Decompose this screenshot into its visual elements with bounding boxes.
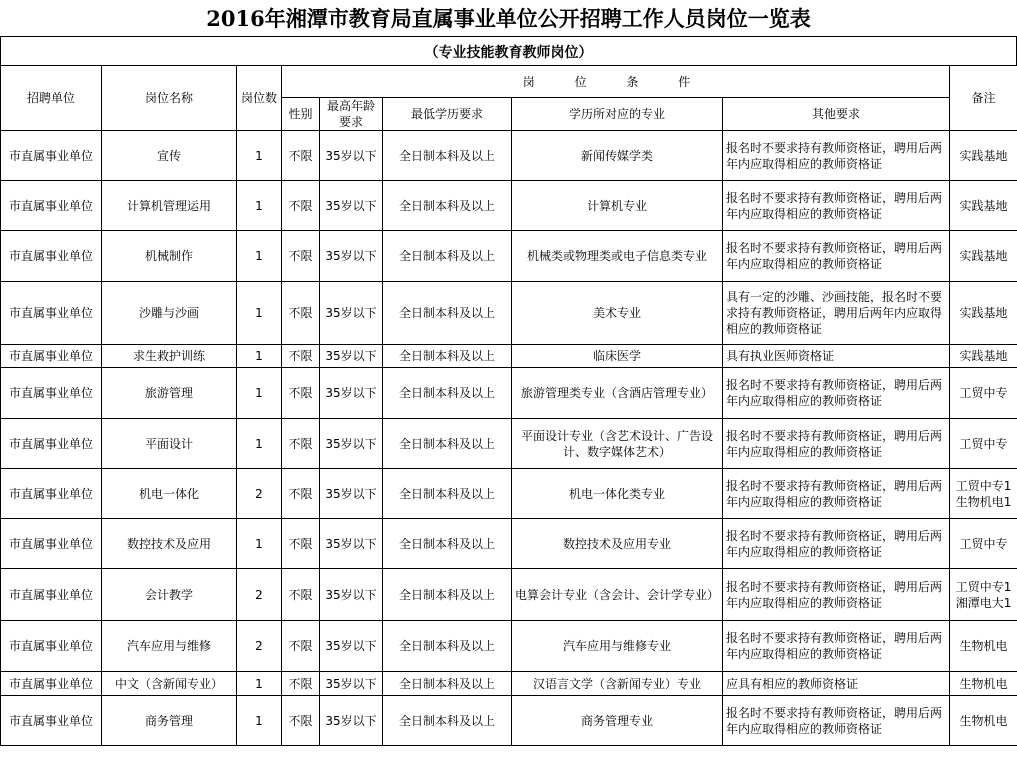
page-title: 2016年湘潭市教育局直属事业单位公开招聘工作人员岗位一览表 xyxy=(206,6,811,31)
cell-age: 35岁以下 xyxy=(320,419,383,469)
cell-other: 报名时不要求持有教师资格证，聘用后两年内应取得相应的教师资格证 xyxy=(723,231,950,282)
cell-age: 35岁以下 xyxy=(320,131,383,181)
page-subtitle: （专业技能教育教师岗位） xyxy=(0,36,1017,66)
cell-age: 35岁以下 xyxy=(320,672,383,696)
cell-count: 1 xyxy=(237,282,282,345)
cell-unit: 市直属事业单位 xyxy=(1,696,102,746)
cell-note: 工贸中专 xyxy=(950,419,1017,469)
table-row xyxy=(1,345,1017,368)
cell-post: 求生救护训练 xyxy=(102,345,237,368)
cell-post: 会计教学 xyxy=(102,569,237,621)
cell-edu: 全日制本科及以上 xyxy=(383,519,512,569)
cell-major: 数控技术及应用专业 xyxy=(512,519,723,569)
header-post: 岗位名称 xyxy=(102,66,237,131)
cell-age: 35岁以下 xyxy=(320,345,383,368)
cell-note: 实践基地 xyxy=(950,181,1017,231)
cell-note: 工贸中专1生物机电1 xyxy=(950,469,1017,519)
cell-unit: 市直属事业单位 xyxy=(1,621,102,672)
cell-edu: 全日制本科及以上 xyxy=(383,569,512,621)
cell-gender: 不限 xyxy=(282,131,320,181)
cell-age: 35岁以下 xyxy=(320,368,383,419)
cell-edu: 全日制本科及以上 xyxy=(383,131,512,181)
cell-other: 具有一定的沙雕、沙画技能，报名时不要求持有教师资格证，聘用后两年内应取得相应的教师资格证 xyxy=(723,282,950,345)
cell-post: 宣传 xyxy=(102,131,237,181)
cell-major: 临床医学 xyxy=(512,345,723,368)
cell-note: 实践基地 xyxy=(950,282,1017,345)
cell-other: 报名时不要求持有教师资格证，聘用后两年内应取得相应的教师资格证 xyxy=(723,131,950,181)
cell-other: 报名时不要求持有教师资格证，聘用后两年内应取得相应的教师资格证 xyxy=(723,696,950,746)
cell-count: 1 xyxy=(237,696,282,746)
cell-unit: 市直属事业单位 xyxy=(1,181,102,231)
cell-post: 中文（含新闻专业） xyxy=(102,672,237,696)
cell-count: 2 xyxy=(237,569,282,621)
cell-age: 35岁以下 xyxy=(320,282,383,345)
cell-age: 35岁以下 xyxy=(320,696,383,746)
cell-gender: 不限 xyxy=(282,345,320,368)
cell-age: 35岁以下 xyxy=(320,621,383,672)
cell-age: 35岁以下 xyxy=(320,469,383,519)
table-row xyxy=(1,519,1017,569)
table-row xyxy=(1,131,1017,181)
cell-count: 1 xyxy=(237,181,282,231)
cell-other: 报名时不要求持有教师资格证，聘用后两年内应取得相应的教师资格证 xyxy=(723,368,950,419)
cell-age: 35岁以下 xyxy=(320,569,383,621)
cell-note: 生物机电 xyxy=(950,672,1017,696)
cell-major: 商务管理专业 xyxy=(512,696,723,746)
cell-age: 35岁以下 xyxy=(320,519,383,569)
cell-major: 平面设计专业（含艺术设计、广告设计、数字媒体艺术） xyxy=(512,419,723,469)
cell-note: 实践基地 xyxy=(950,231,1017,282)
header-count: 岗位数 xyxy=(237,66,282,131)
cell-unit: 市直属事业单位 xyxy=(1,519,102,569)
cell-age: 35岁以下 xyxy=(320,231,383,282)
cell-major: 计算机专业 xyxy=(512,181,723,231)
header-other: 其他要求 xyxy=(723,98,950,131)
table-row xyxy=(1,469,1017,519)
cell-unit: 市直属事业单位 xyxy=(1,419,102,469)
cell-note: 工贸中专 xyxy=(950,519,1017,569)
cell-unit: 市直属事业单位 xyxy=(1,569,102,621)
cell-edu: 全日制本科及以上 xyxy=(383,368,512,419)
cell-count: 1 xyxy=(237,345,282,368)
cell-other: 报名时不要求持有教师资格证，聘用后两年内应取得相应的教师资格证 xyxy=(723,569,950,621)
cell-age: 35岁以下 xyxy=(320,181,383,231)
cell-major: 旅游管理类专业（含酒店管理专业） xyxy=(512,368,723,419)
cell-count: 1 xyxy=(237,131,282,181)
table-row xyxy=(1,672,1017,696)
cell-gender: 不限 xyxy=(282,419,320,469)
table-row xyxy=(1,282,1017,345)
header-major: 学历所对应的专业 xyxy=(512,98,723,131)
cell-other: 报名时不要求持有教师资格证，聘用后两年内应取得相应的教师资格证 xyxy=(723,469,950,519)
cell-note: 工贸中专1湘潭电大1 xyxy=(950,569,1017,621)
cell-other: 报名时不要求持有教师资格证，聘用后两年内应取得相应的教师资格证 xyxy=(723,621,950,672)
cell-major: 美术专业 xyxy=(512,282,723,345)
cell-gender: 不限 xyxy=(282,282,320,345)
cell-other: 报名时不要求持有教师资格证，聘用后两年内应取得相应的教师资格证 xyxy=(723,181,950,231)
cell-gender: 不限 xyxy=(282,569,320,621)
cell-unit: 市直属事业单位 xyxy=(1,131,102,181)
cell-major: 机电一体化类专业 xyxy=(512,469,723,519)
cell-post: 旅游管理 xyxy=(102,368,237,419)
header-note: 备注 xyxy=(950,66,1017,131)
cell-gender: 不限 xyxy=(282,231,320,282)
header-conditions: 岗 位 条 件 xyxy=(282,66,950,98)
cell-note: 实践基地 xyxy=(950,131,1017,181)
cell-edu: 全日制本科及以上 xyxy=(383,621,512,672)
cell-post: 机械制作 xyxy=(102,231,237,282)
table-row xyxy=(1,231,1017,282)
cell-gender: 不限 xyxy=(282,519,320,569)
cell-other: 具有执业医师资格证 xyxy=(723,345,950,368)
cell-gender: 不限 xyxy=(282,368,320,419)
header-row-1 xyxy=(1,66,1017,98)
cell-count: 2 xyxy=(237,469,282,519)
cell-post: 机电一体化 xyxy=(102,469,237,519)
cell-unit: 市直属事业单位 xyxy=(1,368,102,419)
cell-edu: 全日制本科及以上 xyxy=(383,419,512,469)
table-row xyxy=(1,368,1017,419)
cell-count: 2 xyxy=(237,621,282,672)
cell-edu: 全日制本科及以上 xyxy=(383,282,512,345)
cell-note: 工贸中专 xyxy=(950,368,1017,419)
cell-unit: 市直属事业单位 xyxy=(1,672,102,696)
cell-gender: 不限 xyxy=(282,469,320,519)
cell-edu: 全日制本科及以上 xyxy=(383,469,512,519)
cell-other: 报名时不要求持有教师资格证，聘用后两年内应取得相应的教师资格证 xyxy=(723,519,950,569)
cell-edu: 全日制本科及以上 xyxy=(383,672,512,696)
cell-post: 汽车应用与维修 xyxy=(102,621,237,672)
cell-unit: 市直属事业单位 xyxy=(1,345,102,368)
cell-other: 报名时不要求持有教师资格证，聘用后两年内应取得相应的教师资格证 xyxy=(723,419,950,469)
cell-post: 计算机管理运用 xyxy=(102,181,237,231)
cell-major: 汽车应用与维修专业 xyxy=(512,621,723,672)
cell-gender: 不限 xyxy=(282,621,320,672)
header-gender: 性别 xyxy=(282,98,320,131)
cell-note: 实践基地 xyxy=(950,345,1017,368)
cell-post: 平面设计 xyxy=(102,419,237,469)
cell-edu: 全日制本科及以上 xyxy=(383,696,512,746)
table-row xyxy=(1,696,1017,746)
cell-count: 1 xyxy=(237,368,282,419)
cell-post: 数控技术及应用 xyxy=(102,519,237,569)
cell-edu: 全日制本科及以上 xyxy=(383,181,512,231)
cell-count: 1 xyxy=(237,519,282,569)
cell-major: 汉语言文学（含新闻专业）专业 xyxy=(512,672,723,696)
table-row xyxy=(1,181,1017,231)
cell-major: 新闻传媒学类 xyxy=(512,131,723,181)
cell-count: 1 xyxy=(237,419,282,469)
cell-unit: 市直属事业单位 xyxy=(1,469,102,519)
positions-table xyxy=(0,65,1017,746)
cell-major: 电算会计专业（含会计、会计学专业） xyxy=(512,569,723,621)
cell-count: 1 xyxy=(237,672,282,696)
header-edu: 最低学历要求 xyxy=(383,98,512,131)
cell-unit: 市直属事业单位 xyxy=(1,231,102,282)
table-row xyxy=(1,621,1017,672)
cell-edu: 全日制本科及以上 xyxy=(383,345,512,368)
cell-unit: 市直属事业单位 xyxy=(1,282,102,345)
cell-post: 商务管理 xyxy=(102,696,237,746)
table-row xyxy=(1,569,1017,621)
table-row xyxy=(1,419,1017,469)
cell-gender: 不限 xyxy=(282,696,320,746)
cell-note: 生物机电 xyxy=(950,696,1017,746)
cell-post: 沙雕与沙画 xyxy=(102,282,237,345)
header-unit: 招聘单位 xyxy=(1,66,102,131)
cell-gender: 不限 xyxy=(282,181,320,231)
cell-major: 机械类或物理类或电子信息类专业 xyxy=(512,231,723,282)
cell-count: 1 xyxy=(237,231,282,282)
cell-gender: 不限 xyxy=(282,672,320,696)
cell-note: 生物机电 xyxy=(950,621,1017,672)
cell-edu: 全日制本科及以上 xyxy=(383,231,512,282)
cell-other: 应具有相应的教师资格证 xyxy=(723,672,950,696)
header-age: 最高年龄要求 xyxy=(320,98,383,131)
